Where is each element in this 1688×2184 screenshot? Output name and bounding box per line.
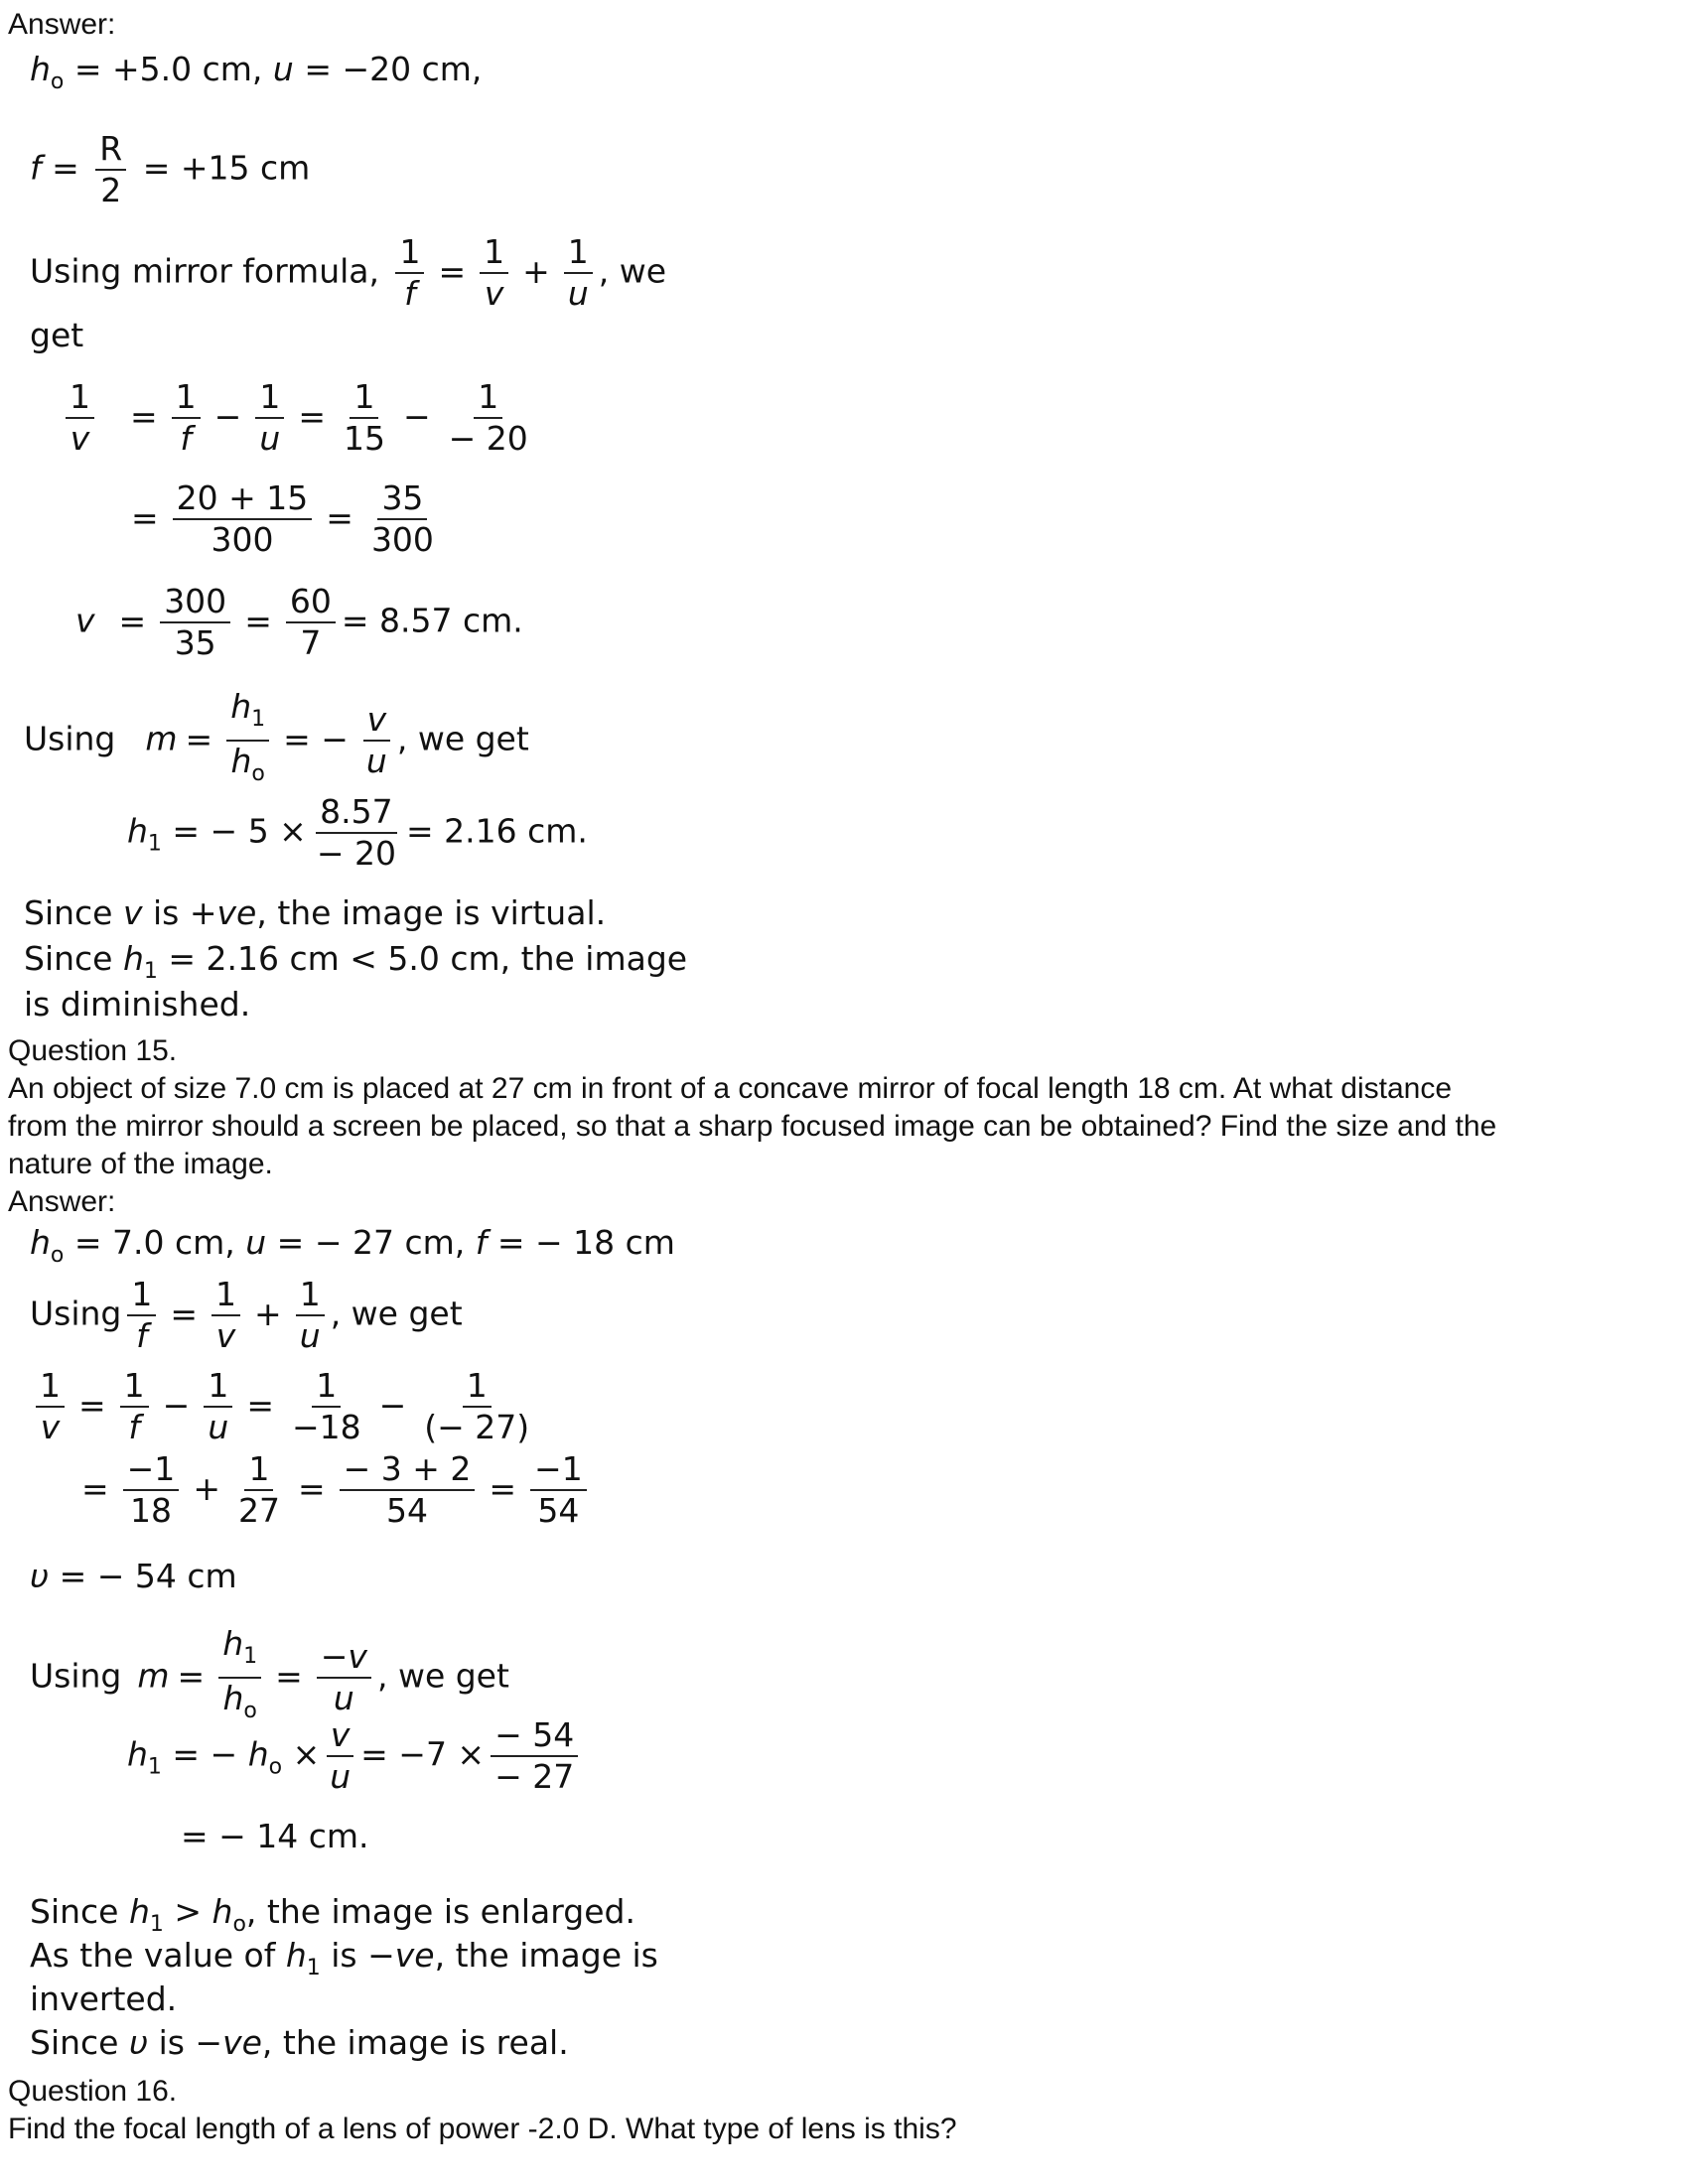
answer-label: Answer: [8,8,116,41]
conclusion-diminished-1: Since $h_1 = 2.16$ cm < 5.0 cm, the image [24,939,688,984]
question-15-title: Question 15. [8,1034,178,1067]
magnification-line: Using m = $\frac{h_1}{h_o}$ = − $\frac{v}{u}$ , we get [24,687,529,786]
question-16-text: Find the focal length of a lens of power -2.0 D. What type of lens is this? [8,2113,957,2145]
question-15-text-1: An object of size 7.0 cm is placed at 27 cm in front of a concave mirror of focal length 18 cm. At what distance [8,1072,1453,1105]
question-16-title: Question 16. [8,2075,178,2108]
conclusion-virtual: Since v is +ve, the image is virtual. [24,893,607,932]
focal-length-line: f = $\frac{R}{2}$ = +15 cm [30,129,311,209]
q15-conclusion-inverted-2: inverted. [30,1979,178,2018]
q15-image-height-result: = − 14 cm. [181,1817,369,1855]
q15-image-height-line: $h_1$ = − $h_o$ × $\frac{v}{u}$ = −7 × $\frac{- 54}{- 27}$ [127,1717,584,1795]
q15-image-distance: υ = − 54 cm [30,1557,237,1595]
conclusion-diminished-2: is diminished. [24,985,251,1024]
question-15-text-2: from the mirror should a screen be placed, so that a sharp focused image can be obtained? Find the size and the [8,1110,1497,1143]
given-values-line: $h_o = +5.0$ cm, u = −20 cm, [30,50,483,94]
q15-conclusion-enlarged: Since $h_1 > h_o$, the image is enlarged. [30,1892,635,1937]
q15-given-line: $h_o = 7.0$ cm, u = − 27 cm, f = − 18 cm [30,1223,675,1268]
q15-magnification-line: Using m = $\frac{h_1}{h_o}$ = $\frac{-v}{u}$ , we get [30,1624,509,1723]
mirror-formula-line: Using mirror formula, $\frac{1}{f}$ = $\frac{1}{v}$ + $\frac{1}{u}$ , we [30,232,667,313]
q15-equation-row-1: $\frac{1}{v}$ = $\frac{1}{f}$ − $\frac{1}{u}$ = $\frac{1}{-18}$ − $\frac{1}{(- 27)}$ [30,1368,539,1445]
q15-conclusion-inverted-1: As the value of $h_1$ is −ve, the image is [30,1936,658,1980]
equation-row-1: $\frac{1}{v}$ = $\frac{1}{f}$ − $\frac{1}{u}$ = $\frac{1}{15}$ − $\frac{1}{- 20}$ [60,379,538,457]
q15-mirror-formula: Using $\frac{1}{f}$ = $\frac{1}{v}$ + $\frac{1}{u}$ , we get [30,1275,463,1355]
q15-conclusion-real: Since υ is −ve, the image is real. [30,2023,569,2062]
get-word: get [30,316,84,354]
image-height-line: $h_1$ = − 5 × $\frac{8.57}{- 20}$ = 2.16 cm. [127,792,588,873]
equation-row-2: = $\frac{20 + 15}{300}$ = $\frac{35}{300}$ [131,478,434,559]
answer-label-15: Answer: [8,1185,116,1218]
question-15-text-3: nature of the image. [8,1148,273,1180]
equation-row-3: v = $\frac{300}{35}$ = $\frac{60}{7}$ = 8.57 cm. [75,582,523,662]
q15-equation-row-2: = $\frac{-1}{18}$ + $\frac{1}{27}$ = $\frac{- 3 + 2}{54}$ = $\frac{-1}{54}$ [73,1451,593,1529]
